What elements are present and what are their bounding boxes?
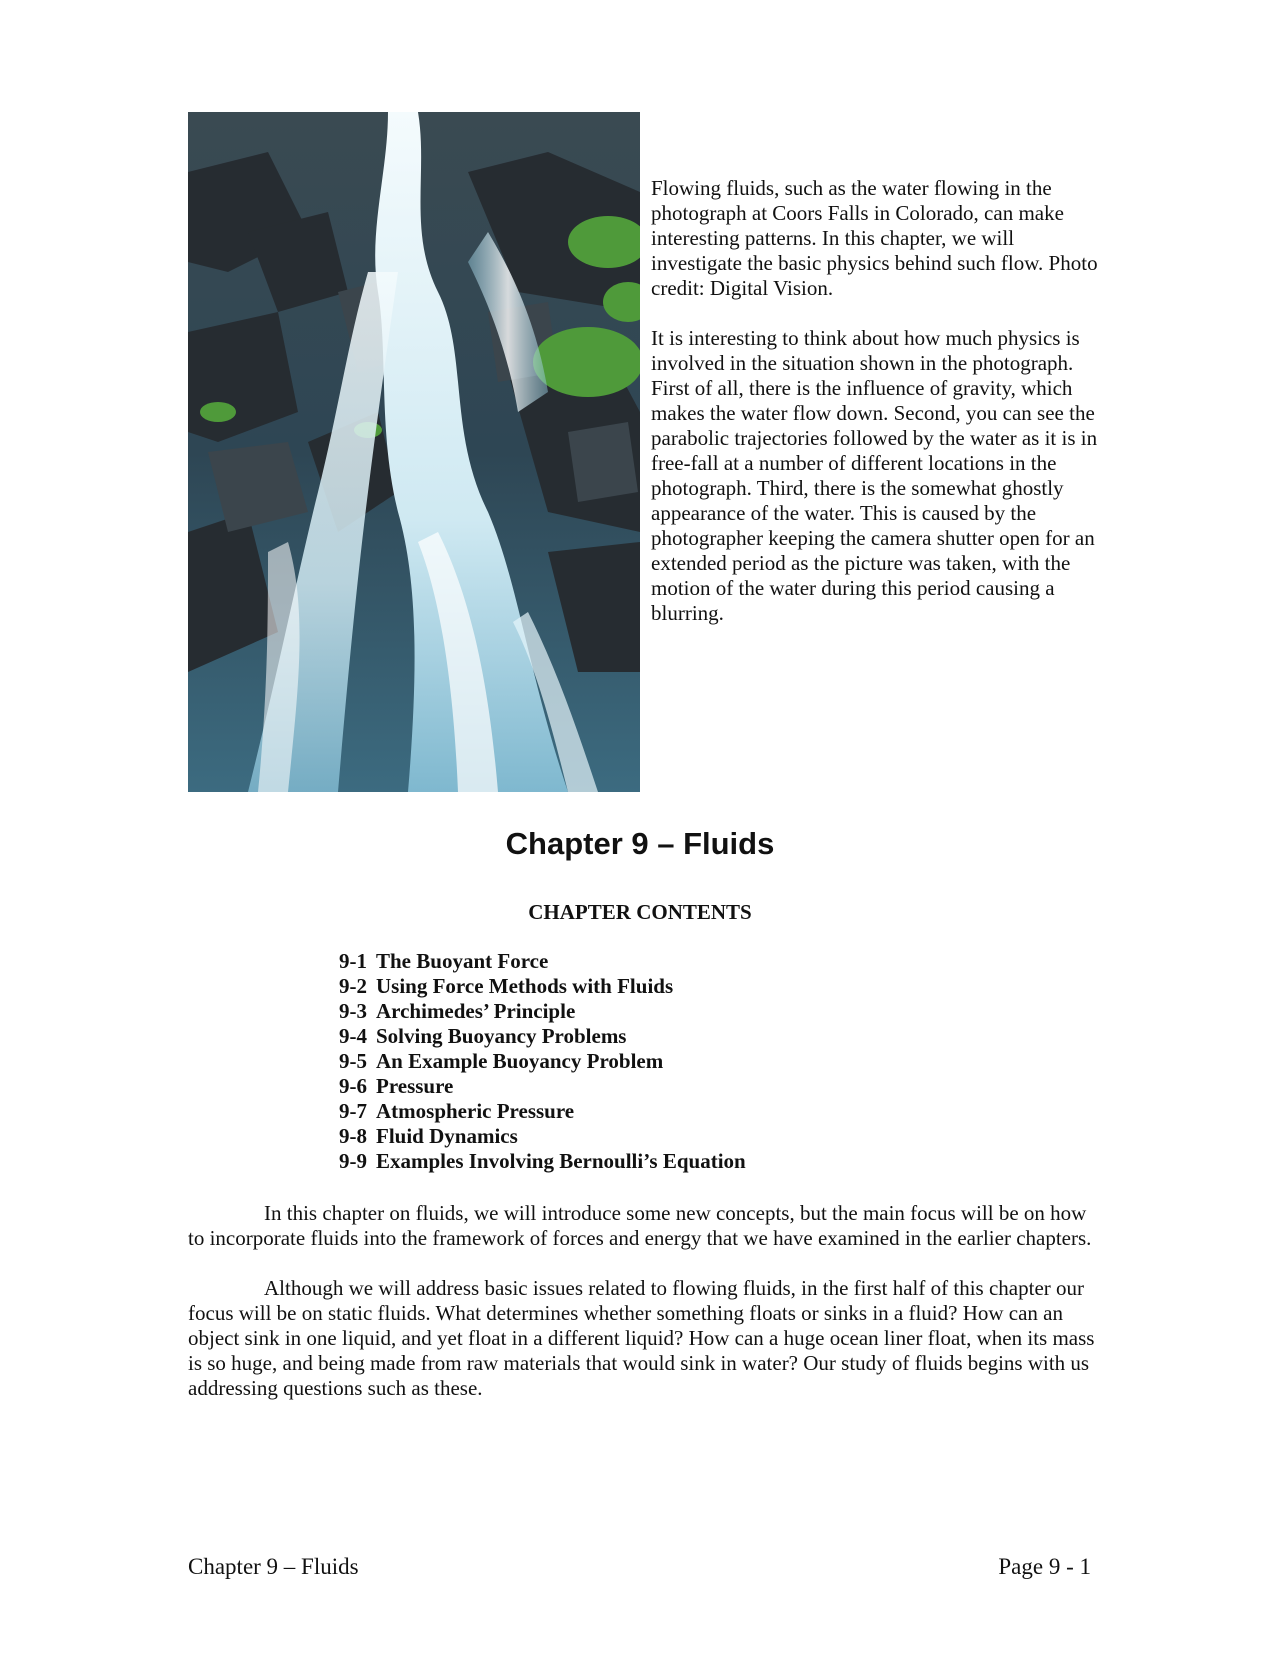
toc-title: Archimedes’ Principle <box>376 999 576 1023</box>
toc-title: The Buoyant Force <box>376 949 549 973</box>
toc-title: Using Force Methods with Fluids <box>376 974 674 998</box>
waterfall-photo <box>188 112 640 792</box>
toc-number: 9-6 <box>339 1074 367 1098</box>
toc-item <box>339 974 746 999</box>
toc-title: Pressure <box>376 1074 454 1098</box>
toc-item <box>339 1149 746 1174</box>
toc-item <box>339 1124 746 1149</box>
photo-description: It is interesting to think about how much physics is involved in the situation shown in the photograph. First of all, there is the influence of gravity, which makes the water flow down. Second, you can see the parabolic trajectories followed by the water as it is in free-fall at a number of different locations in the photograph. Third, there is the somewhat ghostly appearance of the water. This is caused by the photographer keeping the camera shutter open for an extended period as the picture was taken, with the motion of the water during this period causing a blurring. <box>651 326 1098 625</box>
waterfall-image <box>188 112 640 792</box>
contents-heading: CHAPTER CONTENTS <box>528 900 752 924</box>
footer-page-number: Page 9 - 1 <box>998 1554 1091 1579</box>
chapter-title: Chapter 9 – Fluids <box>505 826 775 861</box>
toc-number: 9-8 <box>339 1124 367 1148</box>
body-paragraph: Although we will address basic issues related to flowing fluids, in the first half of this chapter our focus will be on static fluids. What determines whether something floats or sinks in a fluid? How can an object sink in one liquid, and yet float in a different liquid? How can a huge ocean liner float, when its mass is so huge, and being made from raw materials that would sink in water? Our study of fluids begins with us addressing questions such as these. <box>188 1276 1095 1400</box>
table-of-contents <box>339 949 746 1174</box>
toc-title: Atmospheric Pressure <box>376 1099 575 1123</box>
toc-title: An Example Buoyancy Problem <box>376 1049 664 1073</box>
toc-number: 9-5 <box>339 1049 367 1073</box>
body-text <box>188 1201 1098 1426</box>
toc-item <box>339 999 746 1024</box>
toc-item <box>339 949 746 974</box>
toc-number: 9-1 <box>339 949 367 973</box>
toc-number: 9-4 <box>339 1024 367 1048</box>
toc-number: 9-3 <box>339 999 367 1023</box>
toc-title: Fluid Dynamics <box>376 1124 518 1148</box>
footer-chapter: Chapter 9 – Fluids <box>188 1554 359 1579</box>
toc-title: Solving Buoyancy Problems <box>376 1024 627 1048</box>
toc-number: 9-7 <box>339 1099 367 1123</box>
toc-item <box>339 1049 746 1074</box>
body-paragraph: In this chapter on fluids, we will introduce some new concepts, but the main focus will be on how to incorporate fluids into the framework of forces and energy that we have examined in the earlier chapters. <box>188 1201 1092 1250</box>
toc-item <box>339 1074 746 1099</box>
toc-number: 9-2 <box>339 974 367 998</box>
toc-item <box>339 1099 746 1124</box>
toc-number: 9-9 <box>339 1149 367 1173</box>
toc-title: Examples Involving Bernoulli’s Equation <box>376 1149 746 1173</box>
toc-item <box>339 1024 746 1049</box>
photo-caption-block <box>651 176 1101 651</box>
photo-caption: Flowing fluids, such as the water flowing in the photograph at Coors Falls in Colorado, can make interesting patterns. In this chapter, we will investigate the basic physics behind such flow. Photo credit: Digital Vision. <box>651 176 1098 300</box>
